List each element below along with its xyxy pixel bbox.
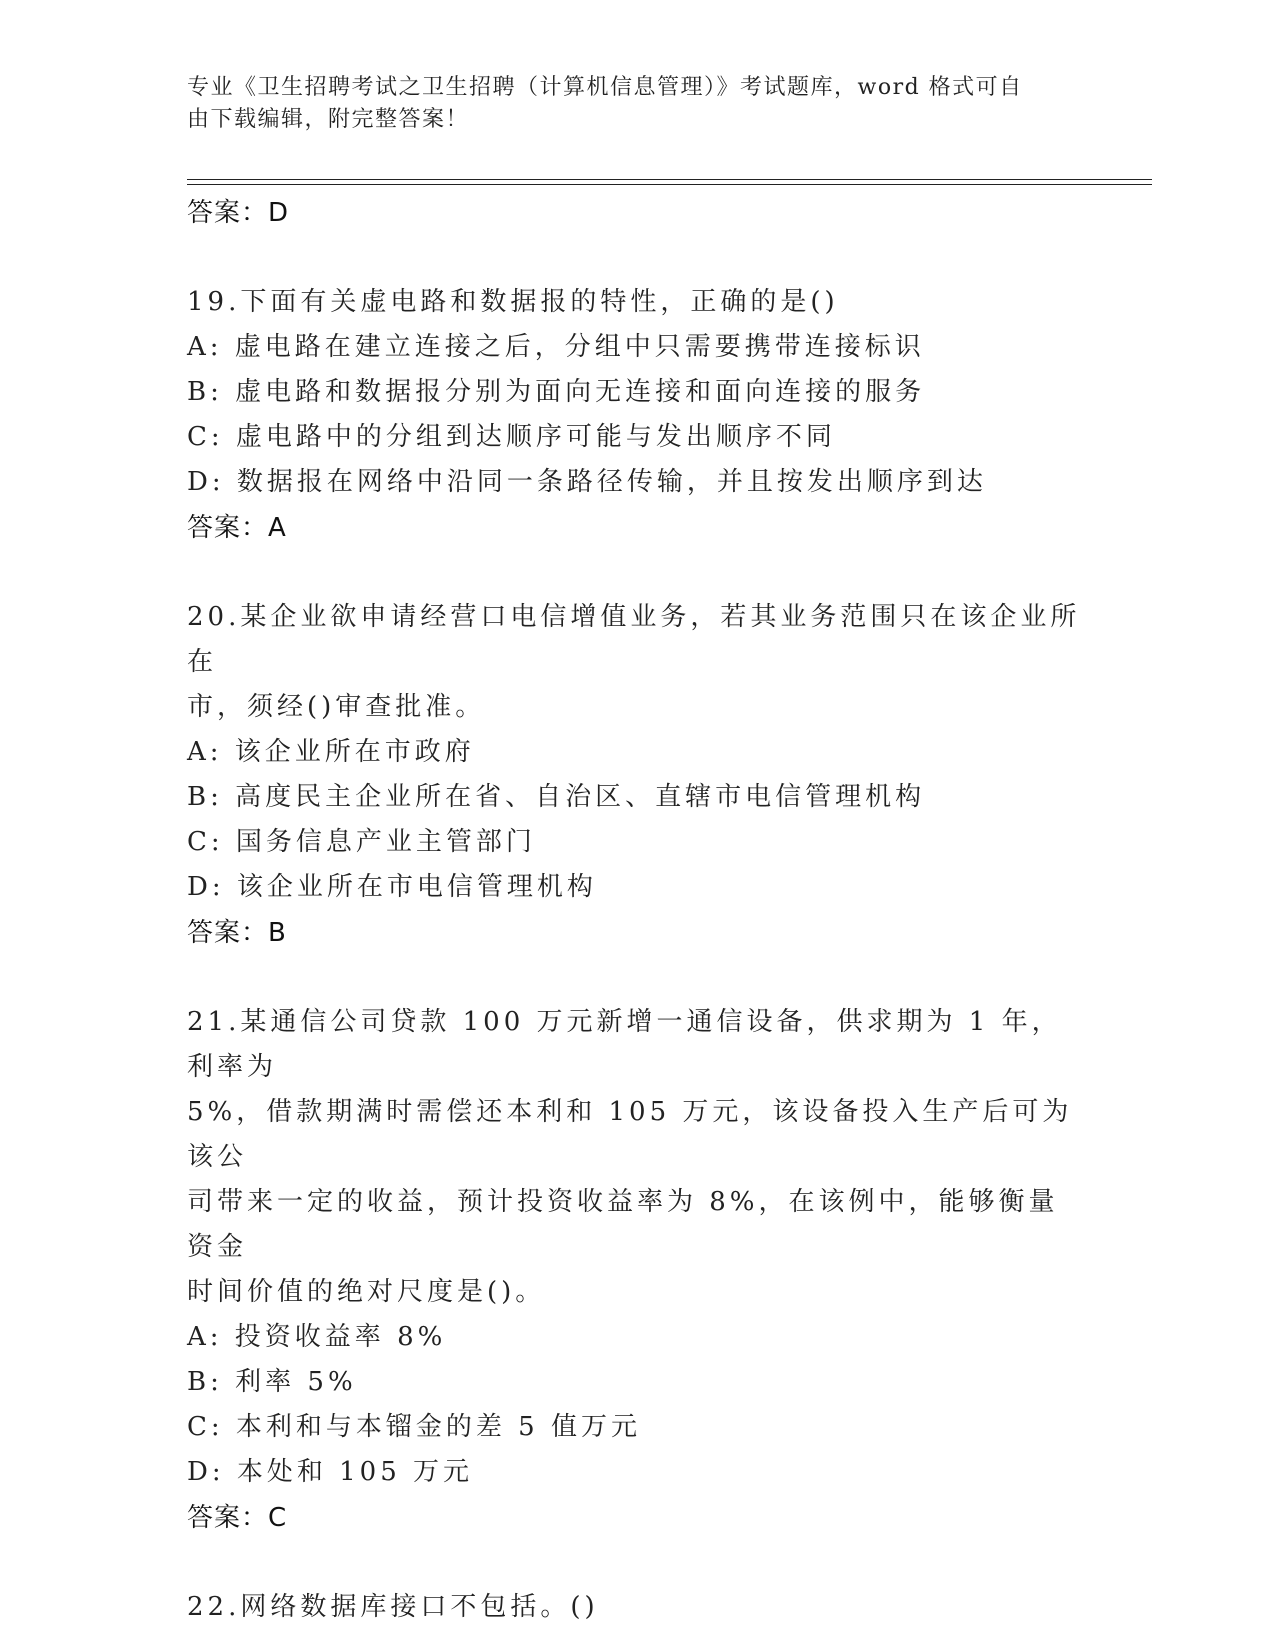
option-c: C: 虚电路中的分组到达顺序可能与发出顺序不同 [187, 422, 836, 452]
question-list [187, 190, 1087, 1630]
question-19 [187, 280, 1087, 551]
option-a: A: 虚电路在建立连接之后，分组中只需要携带连接标识 [187, 332, 925, 362]
question-text-line-2: 5%，借款期满时需偿还本利和 105 万元，该设备投入生产后可为该公 [187, 1097, 1073, 1172]
option-a: A: 该企业所在市政府 [187, 737, 475, 767]
answer-label: 答案：D [187, 198, 290, 228]
option-c: C: 本利和与本镏金的差 5 值万元 [187, 1412, 641, 1442]
header-line-2: 由下载编辑，附完整答案！ [187, 107, 470, 132]
option-d: D: 数据报在网络中沿同一条路径传输，并且按发出顺序到达 [187, 467, 987, 497]
option-d: D: 本处和 105 万元 [187, 1457, 474, 1487]
question-22 [187, 1585, 1087, 1630]
option-b: B: 利率 5% [187, 1367, 357, 1397]
question-20 [187, 595, 1087, 956]
question-text-line-4: 时间价值的绝对尺度是()。 [187, 1277, 546, 1307]
question-text-line-2: 市，须经()审查批准。 [187, 692, 486, 722]
option-a: A: 投资收益率 8% [187, 1322, 447, 1352]
question-text-line-1: 20.某企业欲申请经营口电信增值业务，若其业务范围只在该企业所在 [187, 602, 1081, 677]
question-text: 22.网络数据库接口不包括。() [187, 1592, 599, 1622]
header-line-1: 专业《卫生招聘考试之卫生招聘（计算机信息管理）》考试题库，word 格式可自 [187, 75, 1023, 100]
question-text-line-3: 司带来一定的收益，预计投资收益率为 8%，在该例中，能够衡量资金 [187, 1187, 1059, 1262]
option-d: D: 该企业所在市电信管理机构 [187, 872, 597, 902]
answer-label: 答案：A [187, 513, 287, 543]
header-divider-top [187, 179, 1152, 180]
document-header [187, 72, 1067, 136]
header-divider-bottom [187, 184, 1152, 185]
answer-label: 答案：C [187, 1503, 288, 1533]
option-c: C: 国务信息产业主管部门 [187, 827, 536, 857]
option-b: B: 高度民主企业所在省、自治区、直辖市电信管理机构 [187, 782, 926, 812]
question-21 [187, 1000, 1087, 1541]
question-text: 19.下面有关虚电路和数据报的特性，正确的是() [187, 287, 839, 317]
question-text-line-1: 21.某通信公司贷款 100 万元新增一通信设备，供求期为 1 年，利率为 [187, 1007, 1062, 1082]
answer-label: 答案：B [187, 918, 287, 948]
option-b: B: 虚电路和数据报分别为面向无连接和面向连接的服务 [187, 377, 926, 407]
